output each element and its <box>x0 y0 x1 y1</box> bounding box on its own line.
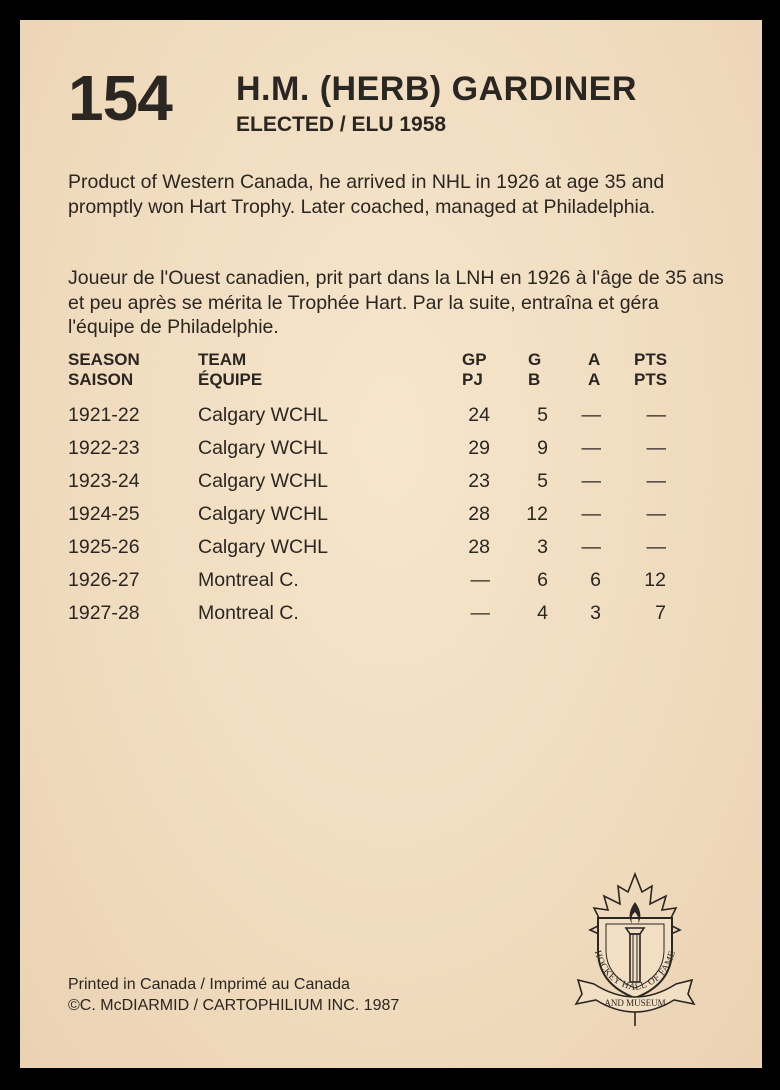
table-row <box>20 404 762 434</box>
cell-g: 12 <box>526 503 548 525</box>
bio-french: Joueur de l'Ouest canadien, prit part dans la LNH en 1926 à l'âge de 35 ans et peu après se mérita le Trophée Hart. Par la suite, entraîna et géra l'équipe de Philadelphie. <box>68 267 724 338</box>
printed-in: Printed in Canada / Imprimé au Canada <box>68 976 350 993</box>
header-g: G B <box>528 350 542 389</box>
card-back <box>20 20 762 1068</box>
cell-gp: 24 <box>468 404 490 426</box>
cell-team: Calgary WCHL <box>198 536 329 558</box>
cell-a: 6 <box>590 569 601 591</box>
cell-team: Montreal C. <box>198 602 299 624</box>
footer <box>68 974 399 1016</box>
cell-pts: — <box>646 470 666 492</box>
cell-gp: 29 <box>468 437 490 459</box>
bio-english: Product of Western Canada, he arrived in NHL in 1926 at age 35 and promptly won Hart Trophy. Later coached, managed at Philadelphia. <box>68 171 665 218</box>
table-row <box>20 536 762 566</box>
cell-pts: 12 <box>644 569 666 591</box>
cell-a: 3 <box>590 602 601 624</box>
cell-season: 1921-22 <box>68 404 140 426</box>
copyright: ©C. McDIARMID / CARTOPHILIUM INC. 1987 <box>68 997 400 1014</box>
cell-g: 5 <box>537 470 548 492</box>
header-pts: PTS PTS <box>634 350 668 389</box>
table-row <box>20 437 762 467</box>
cell-g: 5 <box>537 404 548 426</box>
svg-text:HOCKEY HALL OF FAME: HOCKEY HALL OF FAME <box>591 949 679 994</box>
cell-gp: 28 <box>468 503 490 525</box>
cell-season: 1924-25 <box>68 503 140 525</box>
cell-pts: — <box>646 404 666 426</box>
cell-a: — <box>581 536 601 558</box>
player-name: H.M. (HERB) GARDINER <box>236 70 637 108</box>
table-row <box>20 569 762 599</box>
cell-gp: 23 <box>468 470 490 492</box>
cell-a: — <box>581 404 601 426</box>
elected-year: ELECTED / ELU 1958 <box>236 113 447 136</box>
table-row <box>20 503 762 533</box>
cell-a: — <box>581 503 601 525</box>
table-row <box>20 602 762 632</box>
cell-a: — <box>581 470 601 492</box>
cell-gp: — <box>470 602 490 624</box>
cell-season: 1927-28 <box>68 602 140 624</box>
cell-g: 3 <box>537 536 548 558</box>
cell-pts: — <box>646 437 666 459</box>
cell-season: 1925-26 <box>68 536 140 558</box>
cell-pts: — <box>646 503 666 525</box>
cell-g: 6 <box>537 569 548 591</box>
header-a: A A <box>588 350 601 389</box>
cell-season: 1922-23 <box>68 437 140 459</box>
cell-season: 1926-27 <box>68 569 140 591</box>
cell-team: Calgary WCHL <box>198 404 329 426</box>
header-season: SEASON SAISON <box>68 350 140 389</box>
cell-pts: — <box>646 536 666 558</box>
cell-team: Calgary WCHL <box>198 503 329 525</box>
cell-gp: 28 <box>468 536 490 558</box>
cell-team: Montreal C. <box>198 569 299 591</box>
header-team: TEAM ÉQUIPE <box>198 350 263 389</box>
table-row <box>20 470 762 500</box>
cell-g: 4 <box>537 602 548 624</box>
header-gp: GP PJ <box>462 350 487 389</box>
hockey-hall-of-fame-logo-icon <box>572 872 698 1028</box>
cell-g: 9 <box>537 437 548 459</box>
cell-gp: — <box>470 569 490 591</box>
cell-team: Calgary WCHL <box>198 470 329 492</box>
cell-pts: 7 <box>655 602 666 624</box>
cell-a: — <box>581 437 601 459</box>
svg-text:AND MUSEUM: AND MUSEUM <box>604 998 666 1008</box>
card-number: 154 <box>68 62 172 134</box>
cell-season: 1923-24 <box>68 470 140 492</box>
cell-team: Calgary WCHL <box>198 437 329 459</box>
